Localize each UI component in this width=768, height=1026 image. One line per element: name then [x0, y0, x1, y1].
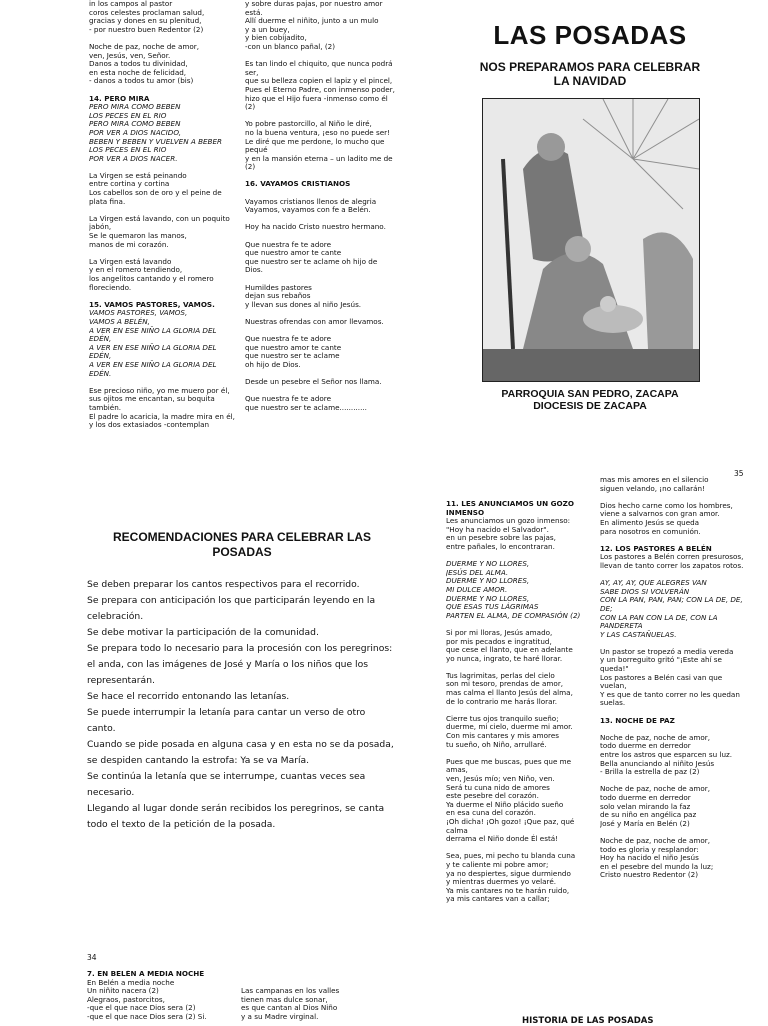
bells-verse-fragment: [241, 987, 391, 1024]
song-line: Vayamos cristianos llenos de alegria: [245, 196, 377, 206]
song-line: VAMOS PASTORES, VAMOS,: [89, 308, 188, 318]
song-line: y un borreguito gritó "¡Este ahí se queda!": [600, 655, 725, 674]
song-line: Bella anunciando al niñito Jesús: [600, 758, 715, 768]
song-line: -que el que nace Dios sera (2) Si.: [87, 1011, 207, 1021]
song-line: Un niñito nacera (2): [87, 986, 159, 996]
song-line: Y es que de tanto correr no les quedan suelas.: [600, 689, 743, 708]
song-line: y en el romero tendiendo,: [89, 265, 183, 275]
song-line: PERO MIRA COMO BEBEN: [89, 119, 181, 129]
song-line: son mi tesoro, prendas de amor,: [446, 679, 564, 689]
song-line: Pues que me buscas, pues que me amas,: [446, 756, 574, 775]
song-line: José y María en Belén (2): [600, 818, 690, 828]
recommendation-line: se despiden cantando la estrofa: Ya se va María.: [87, 755, 310, 766]
song-line: ya no despiertes, sigue durmiendo: [446, 868, 571, 878]
song-line: sus ojitos me encantan, su boquita también.: [89, 394, 218, 412]
parish-caption: [470, 388, 710, 412]
song-line: DUERME Y NO LLORES,: [446, 576, 530, 586]
song-line: tienen mas dulce sonar,: [241, 994, 328, 1004]
song-line: Los cabellos son de oro y el peine de plata fina.: [89, 188, 224, 206]
song-line: en un pesebre sobre las pajas,: [446, 533, 556, 543]
song-line: AY, AY, AY, QUE ALEGRES VAN: [600, 578, 707, 588]
song-line: En Belén a media noche: [87, 977, 175, 987]
recommendations-title: [82, 530, 402, 560]
history-title: HISTORIA DE LAS POSADAS: [522, 1016, 654, 1026]
song-line: en esa cuna del corazón.: [446, 808, 536, 818]
recommendation-line: canto.: [87, 723, 116, 734]
song-line: tu sueño, oh Niño, arrullaré.: [446, 739, 547, 749]
song-line: Que nuestra fe te adore: [245, 239, 332, 249]
song-line: es que cantan al Dios Niño: [241, 1003, 338, 1013]
song-line: Pues el Eterno Padre, con inmenso poder,: [245, 84, 395, 94]
song-line: Yo pobre pastorcillo, al Niño le diré,: [245, 119, 372, 129]
song-line: para nosotros en comunión.: [600, 526, 701, 536]
recommendation-line: representarán.: [87, 675, 155, 686]
recommendation-line: Se puede interrumpir la letanía para cantar un verso de otro: [87, 707, 366, 718]
cover-title: LAS POSADAS: [493, 20, 687, 50]
cover-subtitle-line-1: NOS PREPARAMOS PARA CELEBRAR: [479, 60, 701, 74]
recommendation-line: necesario.: [87, 787, 135, 798]
song-line: Un pastor se tropezó a media vereda: [600, 646, 734, 656]
song-line: Hoy ha nacido el niño Jesús: [600, 853, 699, 863]
song-line: oh hijo de Dios.: [245, 359, 301, 369]
recommendation-line: Se prepara con anticipación los que participarán leyendo en la: [87, 595, 376, 606]
song-line: mas calma el llanto Jesús del alma,: [446, 688, 573, 698]
parish-line-1: PARROQUIA SAN PEDRO, ZACAPA: [501, 388, 679, 400]
song-line: POR VER A DIOS NACIDO,: [89, 127, 181, 137]
song-line: viene a salvarnos con gran amor.: [600, 509, 720, 519]
song-line: y sobre duras pajas, por nuestro amor está.: [245, 0, 385, 17]
song-line: Que nuestra fe te adore: [245, 394, 332, 404]
song-column-3: [446, 500, 588, 922]
song-line: CON LA PAN, PAN, PAN; CON LA DE, DE, DE;: [600, 595, 746, 613]
song-heading: 15. VAMOS PASTORES, VAMOS.: [89, 299, 215, 309]
song-line: que nuestro amor te cante: [245, 342, 342, 352]
song-line: Ese precioso niño, yo me muero por él,: [89, 385, 230, 395]
song-heading: 12. LOS PASTORES A BELÉN: [600, 543, 712, 553]
song-line: ya mis cantares van a callar;: [446, 894, 550, 904]
song-line: dejan sus rebaños: [245, 291, 311, 301]
song-line: que nuestro ser te aclame: [245, 351, 340, 361]
song-line: Que nuestra fe te adore: [245, 334, 332, 344]
song-heading: 14. PERO MIRA: [89, 93, 150, 103]
parish-line-2: DIOCESIS DE ZACAPA: [533, 400, 647, 412]
song-line: entre los astros que esparcen su luz.: [600, 750, 733, 759]
song-line: duerme, mi cielo, duerme mi amor.: [446, 722, 573, 732]
recommendation-line: el anda, con las imágenes de José y María o los niños que los: [87, 659, 369, 670]
song-heading: 7. EN BELÉN A MEDIA NOCHE: [87, 970, 205, 978]
song-line: yo nunca, ingrato, te haré llorar.: [446, 653, 563, 663]
song-line: Humildes pastores: [245, 282, 312, 292]
song-line: y los dos extasiados -contemplan: [89, 420, 210, 430]
song-line: En alimento Jesús se queda: [600, 517, 700, 527]
recommendation-line: Se hace el recorrido entonando las letanías.: [87, 691, 290, 702]
song-7-fragment: [87, 970, 237, 1024]
song-line: La Virgen está lavando: [89, 256, 172, 266]
song-line: todo es gloria y resplandor:: [600, 844, 699, 854]
song-line: Noche de paz, noche de amor,: [89, 41, 200, 51]
song-line: Los pastores a Belén corren presurosos,: [600, 552, 744, 562]
song-line: Dios hecho carne como los hombres,: [600, 500, 733, 510]
song-line: -con un blanco pañal, (2): [245, 41, 336, 51]
song-line: Desde un pesebre el Señor nos llama.: [245, 377, 382, 387]
song-line: derrama el Niño donde Él está!: [446, 834, 559, 844]
song-line: ven, Jesús mío; ven Niño, ven.: [446, 774, 555, 783]
song-line: manos de mi corazón.: [89, 239, 169, 249]
song-line: y te caliente mi pobre amor;: [446, 859, 549, 869]
nativity-scene-icon: [483, 99, 699, 381]
song-line: DUERME Y NO LLORES,: [446, 593, 530, 603]
song-line: mas mis amores en el silencio: [600, 476, 709, 484]
song-line: entre cortina y cortina: [89, 179, 170, 189]
song-line: siguen velando, ¡no callarán!: [600, 483, 705, 493]
song-line: y en la mansión eterna – un ladito me de (2): [245, 153, 395, 172]
song-line: de lo contrario me harás llorar.: [446, 696, 558, 706]
song-line: PERO MIRA COMO BEBEN: [89, 102, 181, 112]
song-line: MI DULCE AMOR.: [446, 584, 508, 594]
song-line: LOS PECES EN EL RIO: [89, 110, 167, 120]
song-line: El padre lo acaricia, la madre mira en él,: [89, 411, 235, 421]
recommendation-line: Cuando se pide posada en alguna casa y en esta no se da posada,: [87, 739, 394, 750]
song-line: A VER EN ESE NIÑO LA GLORIA DEL EDÉN.: [89, 359, 219, 378]
song-line: ¡Oh dicha! ¡Oh gozo! ¡Que paz, qué calma: [446, 816, 577, 835]
song-line: que nuestro amor te cante: [245, 248, 342, 258]
recommendation-line: Se continúa la letanía que se interrumpe, cuantas veces sea: [87, 771, 366, 782]
song-line: Es tan lindo el chiquito, que nunca podrá ser,: [245, 59, 395, 77]
song-line: Cristo nuestro Redentor (2): [600, 870, 699, 880]
nativity-illustration: [482, 98, 700, 382]
cover-subtitle: [455, 60, 725, 88]
song-line: CON LA PAN CON LA DE, CON LA PANDERETA: [600, 612, 720, 631]
song-line: solo velan mirando la faz: [600, 801, 691, 811]
song-line: Alegraos, pastorcitos,: [87, 994, 165, 1004]
song-line: - por nuestro buen Redentor (2): [89, 24, 204, 34]
song-line: Ya mis cantares no te harán ruido,: [446, 885, 570, 895]
recommendations-title-line-2: POSADAS: [212, 545, 272, 559]
song-heading: 16. VAYAMOS CRISTIANOS: [245, 179, 351, 189]
song-line: Las campanas en los valles: [241, 987, 340, 995]
song-line: A VER EN ESE NIÑO LA GLORIA DEL EDÉN,: [89, 342, 219, 361]
song-line: por mis pecados e ingratitud,: [446, 636, 552, 646]
song-line: que su belleza copien el lapiz y el pincel,: [245, 76, 393, 86]
song-line: Noche de paz, noche de amor,: [600, 835, 711, 845]
cover-subtitle-line-2: LA NAVIDAD: [553, 74, 627, 88]
song-line: gracias y dones en su plenitud,: [89, 16, 202, 26]
song-line: Cierre tus ojos tranquilo sueño;: [446, 713, 559, 723]
song-line: DUERME Y NO LLORES,: [446, 559, 530, 569]
song-line: Sea, pues, mi pecho tu blanda cuna: [446, 851, 576, 861]
song-line: Nuestras ofrendas con amor llevamos.: [245, 316, 384, 326]
song-column-2: [245, 0, 395, 478]
song-line: Si por mi lloras, Jesús amado,: [446, 627, 553, 637]
song-line: que nuestro ser te aclame oh hijo de Dios.: [245, 256, 380, 275]
song-line: Vayamos, vayamos con fe a Belén.: [245, 205, 371, 215]
song-line: entre pañales, lo encontraran.: [446, 541, 555, 551]
song-line: Los pastores a Belén casi van que vuelan,: [600, 672, 725, 691]
recommendation-line: Se prepara todo lo necesario para la procesión con los peregrinos:: [87, 643, 393, 654]
song-line: La Virgen está lavando, con un poquito jabón,: [89, 213, 233, 232]
song-line: La Virgen se está peinando: [89, 170, 187, 180]
song-line: este pesebre del corazón.: [446, 791, 539, 801]
song-line: Noche de paz, noche de amor,: [600, 784, 711, 794]
song-line: Será tu cuna nido de amores: [446, 782, 550, 792]
song-line: JESÚS DEL ALMA.: [446, 567, 509, 577]
song-line: y bien cobijadito,: [245, 33, 307, 43]
song-line: Allí duerme el niñito, junto a un mulo: [245, 16, 379, 26]
song-heading: 13. NOCHE DE PAZ: [600, 715, 675, 725]
song-line: Hoy ha nacido Cristo nuestro hermano.: [245, 222, 386, 232]
song-line: Tus lagrimitas, perlas del cielo: [446, 670, 555, 680]
recommendation-line: celebración.: [87, 611, 144, 622]
song-line: Noche de paz, noche de amor,: [600, 732, 711, 742]
song-line: BEBEN Y BEBEN Y VUELVEN A BEBER: [89, 136, 223, 146]
song-line: - danos a todos tu amor (bis): [89, 76, 194, 86]
song-line: QUE ESAS TUS LÁGRIMAS: [446, 602, 539, 612]
song-column-4: [600, 476, 746, 936]
song-line: coros celestes proclaman salud,: [89, 7, 205, 17]
song-line: y a un buey,: [245, 24, 290, 34]
song-line: SABE DIOS SI VOLVERÁN: [600, 586, 690, 596]
song-line: -que el que nace Dios sera (2): [87, 1003, 196, 1013]
song-line: Ya duerme el Niño plácido sueño: [446, 799, 564, 809]
song-line: Le diré que me perdone, lo mucho que pequé: [245, 136, 387, 155]
song-line: todo duerme en derredor: [600, 792, 691, 802]
song-line: - Brilla la estrella de paz (2): [600, 767, 700, 777]
song-line: llevan de tanto correr los zapatos rotos.: [600, 560, 744, 570]
song-line: POR VER A DIOS NACER.: [89, 153, 178, 163]
song-column-1: [89, 0, 239, 472]
recommendations-title-line-1: RECOMENDACIONES PARA CELEBRAR LAS: [112, 530, 371, 544]
song-line: que nuestro ser te aclame............: [245, 402, 367, 412]
song-line: A VER EN ESE NIÑO LA GLORIA DEL EDÉN,: [89, 325, 219, 344]
song-line: Se le quemaron las manos,: [89, 231, 187, 241]
song-line: ven, Jesús, ven, Señor.: [89, 50, 171, 60]
song-line: y llevan sus dones al niño Jesús.: [245, 299, 362, 309]
recommendation-line: Se debe motivar la participación de la comunidad.: [87, 627, 319, 638]
page-number-35: 35: [734, 469, 744, 478]
song-line: LOS PECES EN EL RIO: [89, 145, 167, 155]
song-line: y a su Madre virginal.: [241, 1011, 319, 1021]
song-line: y mientras duermes yo velaré.: [446, 877, 557, 887]
song-line: hizo que el Hijo fuera -inmenso como él (2): [245, 93, 391, 112]
song-line: no la buena ventura, ¡eso no puede ser!: [245, 127, 391, 137]
recommendation-line: Llegando al lugar donde serán recibidos los peregrinos, se canta: [87, 803, 385, 814]
song-heading: 11. LES ANUNCIAMOS UN GOZO INMENSO: [446, 500, 577, 517]
song-line: los angelitos cantando y el romero floreciendo.: [89, 274, 216, 292]
song-line: todo duerme en derredor: [600, 741, 691, 751]
song-line: que cese el llanto, que en adelante: [446, 645, 573, 655]
song-line: en esta noche de felicidad,: [89, 67, 187, 77]
song-line: Y LAS CASTAÑUELAS.: [600, 629, 677, 639]
recommendations-body: [87, 577, 407, 833]
song-line: Danos a todos tu divinidad,: [89, 59, 188, 69]
recommendation-line: Se deben preparar los cantos respectivos para el recorrido.: [87, 579, 360, 590]
song-line: VAMOS A BELÉN,: [89, 316, 150, 326]
song-line: en el pesebre del mundo la luz;: [600, 861, 714, 871]
song-line: Con mis cantares y mis amores: [446, 731, 559, 741]
song-line: Les anunciamos un gozo inmenso:: [446, 516, 571, 526]
page-number-34: 34: [87, 953, 97, 962]
song-line: "Hoy ha nacido el Salvador".: [446, 524, 549, 534]
song-line: PARTEN EL ALMA, DE COMPASIÓN (2): [446, 610, 581, 620]
song-line: de su niño en angélica paz: [600, 810, 697, 820]
song-line: in los campos al pastor: [89, 0, 173, 8]
recommendation-line: todo el texto de la petición de la posada.: [87, 819, 276, 830]
